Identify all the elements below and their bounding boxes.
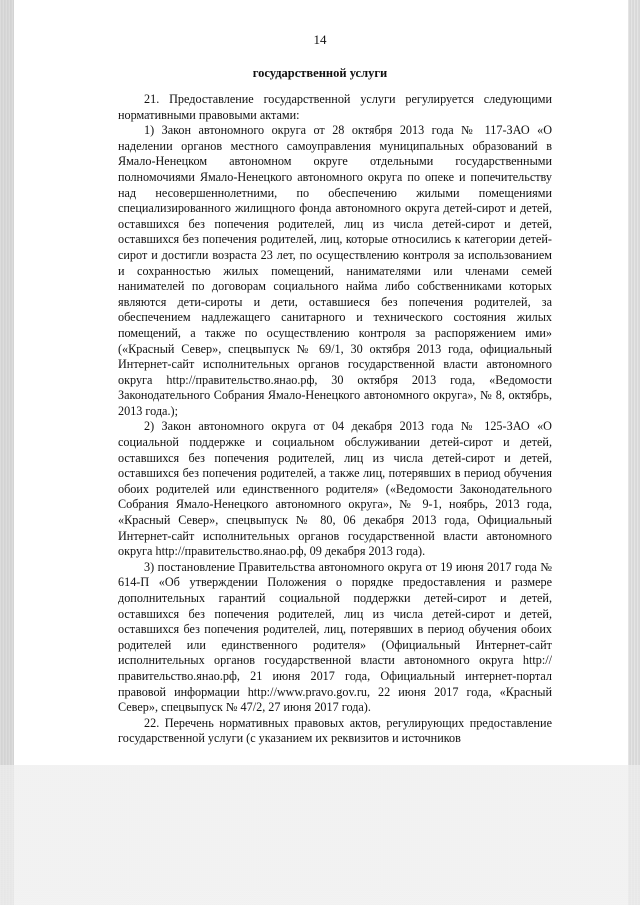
paragraph-item-2: 2) Закон автономного округа от 04 декабря 2013 года № 125-ЗАО «О социальной поддержке и социальном обслуживании детей-сирот и детей, оставшихся без попечения родителей, лиц из числа детей-сирот и детей, оставшихся без попечения родителей, а также лиц, потерявших в период обучения обоих родителей или единственного родителя» («Ведомости Законодательного Собрания Ямало-Ненецкого автономного округа», № 9-1, ноябрь, 2013 года, «Красный Север», спецвыпуск № 80, 06 декабря 2013 года, Официальный Интернет-сайт исполнительных органов государственной власти автономного округа http://правительство.янао.рф, 09 декабря 2013 года). (118, 419, 552, 559)
document-body (118, 92, 552, 747)
scan-bottom-shading (0, 765, 640, 905)
paragraph-22: 22. Перечень нормативных правовых актов, регулирующих предоставление государственной услуги (с указанием их реквизитов и источников (118, 715, 552, 746)
page-number: 14 (313, 32, 327, 47)
paragraph-item-1: 1) Закон автономного округа от 28 октября 2013 года № 117-ЗАО «О наделении органов местного самоуправления муниципальных образований в Ямало-Ненецком автономном округе отдельными государственными полномочиями Ямало-Ненецкого автономного округа по опеке и попечительству над несовершеннолетними, по обеспечению жилыми помещениями специализированного жилищного фонда автономного округа детей-сирот и детей, оставшихся без попечения родителей, лиц из числа детей-сирот и детей, оставшихся без попечения родителей, лиц, которые относились к категории детей-сирот и достигли возраста 23 лет, по осуществлению контроля за использованием и сохранностью жилых помещений, нанимателями или членами семей нанимателей по договорам социального найма либо собственниками которых являются дети-сироты и дети, оставшиеся без попечения родителей, за обеспечением надлежащего санитарного и технического состояния жилых помещений, а также по осуществлению контроля за распоряжением ими» («Красный Север», спецвыпуск № 69/1, 30 октября 2013 года, официальный Интернет-сайт исполнительных органов государственной власти автономного округа http://правительство.янао.рф, 30 октября 2013 года, «Ведомости Законодательного Собрания Ямало-Ненецкого автономного округа», № 8, октябрь, 2013 года.); (118, 123, 552, 418)
paragraph-item-3: 3) постановление Правительства автономного округа от 19 июня 2017 года № 614-П «Об утверждении Положения о порядке предоставления и размере дополнительных гарантий социальной поддержки детей-сирот и детей, оставшихся без попечения родителей, лиц из числа детей-сирот и детей, оставшихся без попечения родителей, лиц, потерявших в период обучения обоих родителей или единственного родителя» (Официальный Интернет-сайт исполнительных органов государственной власти автономного округа http://правительство.янао.рф, 21 июня 2017 года, Официальный интернет-портал правовой информации http://www.pravo.gov.ru, 22 июня 2017 года, «Красный Север», спецвыпуск № 47/2, 27 июня 2017 года). (118, 559, 552, 715)
section-title: государственной услуги (252, 66, 388, 80)
paragraph-21: 21. Предоставление государственной услуги регулируется следующими нормативными правовыми актами: (118, 92, 552, 122)
